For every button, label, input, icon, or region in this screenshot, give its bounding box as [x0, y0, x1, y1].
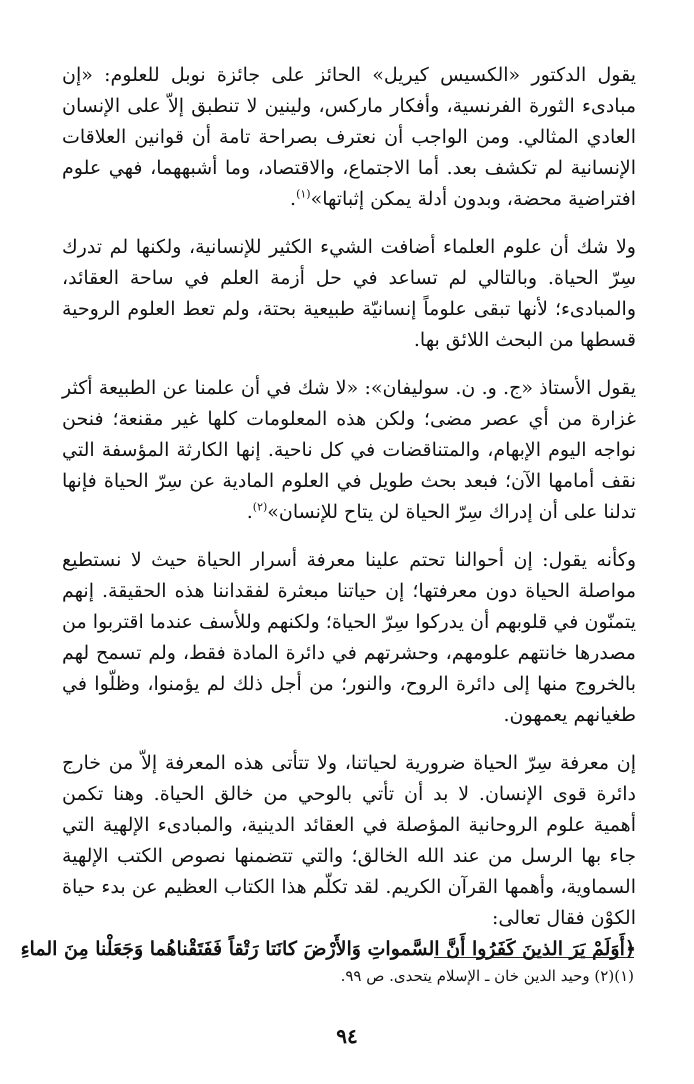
footnote-ref-1: (١) [296, 187, 311, 201]
paragraph-2-text: ولا شك أن علوم العلماء أضافت الشيء الكثير للإنسانية، ولكنها لم تدرك سِرّ الحياة. وبالتالي لم تساعد في حل أزمة العلم في ساحة العقائد، والمبادىء؛ لأنها تبقى علوماً إنسانيّة طبيعية بحتة، ولم تعط العلوم الروحية قسطها من البحث اللائق بها. [62, 236, 636, 351]
paragraph-1-end: . [290, 188, 297, 210]
paragraph-3-text: يقول الأستاذ «ج. و. ن. سوليفان»: «لا شك في أن علمنا عن الطبيعة أكثر غزارة من أي عصر مضى؛ ولكن هذه المعلومات كلها غير مقنعة؛ فنحن نواجه اليوم الإبهام، والمتناقضات في كل ناحية. إنها الكارثة المؤسفة التي نقف أمامها الآن؛ فبعد بحث طويل في العلوم المادية عن سِرّ الحياة فإنها تدلنا على أن إدراك سِرّ الحياة لن يتاح للإنسان» [62, 377, 636, 523]
quran-verse: ﴿أَوَلَمْ يَرَ الذينَ كَفَرُوا أَنَّ السَّمواتِ وَالأَرْضَ كانَتا رَتْقاً فَفَتَقْناهُما وَجَعَلْنا مِنَ الماءِ [20, 938, 636, 960]
footnote-divider [434, 957, 634, 958]
paragraph-2 [62, 232, 636, 356]
paragraph-1-text: يقول الدكتور «الكسيس كيريل» الحائز على جائزة نوبل للعلوم: «إن مبادىء الثورة الفرنسية، وأفكار ماركس، ولينين لا تنطبق إلاّ على الإنسان العادي المثالي. ومن الواجب أن نعترف بصراحة تامة أن قوانين العلاقات الإنسانية لم تكشف بعد. أما الاجتماع، والاقتصاد، وما أشبههما، فهي علوم افتراضية محضة، وبدون أدلة يمكن إثباتها» [62, 64, 636, 210]
paragraph-5 [20, 748, 636, 965]
paragraph-3 [62, 373, 636, 528]
paragraph-5-text: إن معرفة سِرّ الحياة ضرورية لحياتنا، ولا تتأتى هذه المعرفة إلاّ من خارج دائرة قوى الإنسان. لا بد أن تأتي بالوحي من خالق الحياة. وهنا تكمن أهمية علوم الروحانية المؤصلة في العقائد الدينية، والمبادىء الإلهية التي جاء بها الرسل من عند الله الخالق؛ والتي تتضمنها نصوص الكتب الإلهية السماوية، وأهمها القرآن الكريم. لقد تكلّم هذا الكتاب العظيم عن بدء حياة الكوْن فقال تعالى: [62, 752, 636, 929]
paragraph-1 [62, 60, 636, 215]
footnote-ref-2: (٢) [252, 500, 268, 514]
paragraph-4-text: وكأنه يقول: إن أحوالنا تحتم علينا معرفة أسرار الحياة حيث لا نستطيع مواصلة الحياة دون معرفتها؛ إن حياتنا مبعثرة لفقداننا هذه الحقيقة. إنهم يتمنّون في قلوبهم أن يدركوا سِرّ الحياة؛ ولكنهم وللأسف عندما اقتربوا من مصدرها خانتهم علومهم، وحشرتهم في دائرة المادة فقط، ولم تسمح لهم بالخروج منها إلى دائرة الروح، والنور؛ من أجل ذلك لم يؤمنوا، وظلّوا في طغيانهم يعمهون. [62, 549, 636, 726]
paragraph-4 [62, 545, 636, 731]
footnote: (١)(٢) وحيد الدين خان ـ الإسلام يتحدى. ص ٩٩. [340, 967, 634, 985]
paragraph-3-end: . [246, 501, 253, 523]
page-number: ٩٤ [336, 1024, 358, 1048]
